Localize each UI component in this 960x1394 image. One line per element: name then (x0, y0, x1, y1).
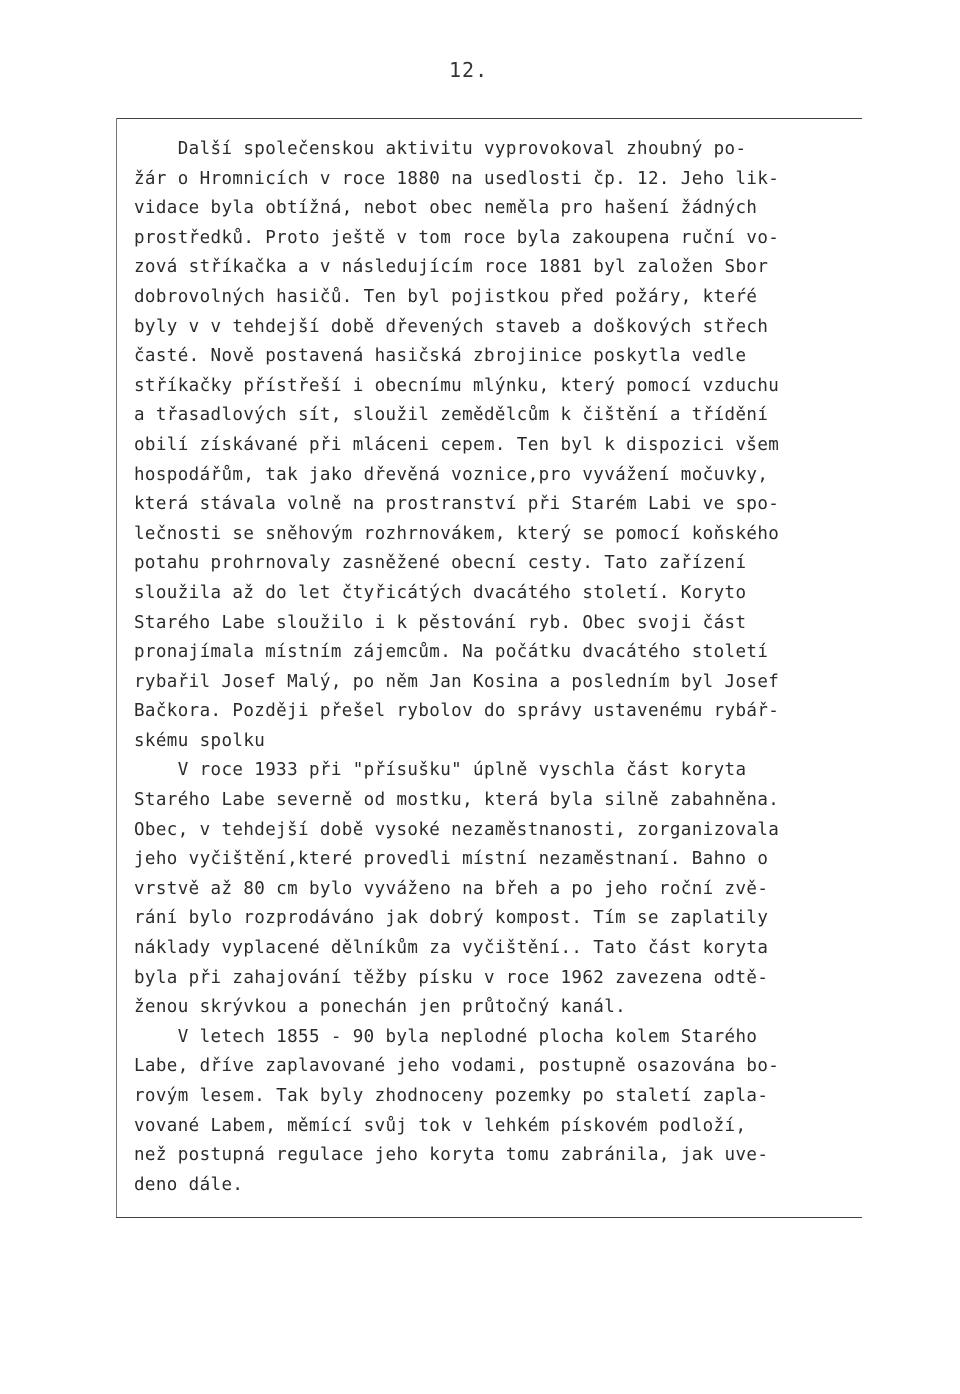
text-line: a třasadlových sít, sloužil zemědělcům k čištění a třídění (134, 405, 769, 426)
text-line: V letech 1855 - 90 byla neplodné plocha kolem Starého (134, 1026, 758, 1047)
text-line: Bačkora. Později přešel rybolov do správy ustavenému rybář- (134, 701, 780, 722)
text-line: rybařil Josef Malý, po něm Jan Kosina a posledním byl Josef (134, 671, 780, 692)
text-line: Další společenskou aktivitu vyprovokoval zhoubný po- (134, 139, 747, 159)
text-line: časté. Nově postavená hasičská zbrojinice poskytla vedle (134, 346, 747, 367)
text-line: rovým lesem. Tak byly zhodnoceny pozemky po staletí zapla- (134, 1086, 769, 1106)
frame-top-rule (116, 118, 862, 119)
text-line: vované Labem, měmící svůj tok v lehkém pískovém podloží, (134, 1115, 747, 1136)
text-line: vrstvě až 80 cm bylo vyváženo na břeh a po jeho roční zvě- (134, 878, 769, 899)
text-line: stříkačky přístřeší i obecnímu mlýnku, který pomocí vzduchu (134, 375, 780, 396)
text-line: Starého Labe severně od mostku, která byla silně zabahněna. (134, 790, 780, 811)
text-line: hospodářům, tak jako dřevěná voznice,pro vyvážení močuvky, (134, 464, 769, 485)
text-line: obilí získávané při mláceni cepem. Ten byl k dispozici všem (134, 434, 780, 455)
text-line: deno dále. (134, 1174, 244, 1195)
page-number: 12. (449, 58, 489, 82)
text-line: byla při zahajování těžby písku v roce 1962 zavezena odtě- (134, 967, 769, 988)
text-line: dobrovolných hasičů. Ten byl pojistkou před požáry, kteŕé (134, 286, 758, 307)
text-line: sloužila až do let čtyřicátých dvacátého století. Koryto (134, 582, 747, 603)
frame-bottom-rule (116, 1217, 862, 1218)
text-line: náklady vyplacené dělníkům za vyčištění.. Tato část koryta (134, 938, 769, 959)
frame-left-rule (116, 118, 117, 1218)
text-line: pronajímala místním zájemcům. Na počátku dvacátého století (134, 642, 769, 663)
text-line: zová stříkačka a v následujícím roce 1881 byl založen Sbor (134, 257, 769, 278)
text-line: vidace byla obtížná, nebot obec neměla pro hašení žádných (134, 198, 758, 219)
text-line: jeho vyčištění,které provedli místní nezaměstnaní. Bahno o (134, 849, 769, 870)
text-line: žár o Hromnicích v roce 1880 na usedlosti čp. 12. Jeho lik- (134, 168, 780, 189)
text-line: ženou skrývkou a ponechán jen průtočný kanál. (134, 997, 627, 1018)
text-line: V roce 1933 při "přísušku" úplně vyschla část koryta (134, 760, 747, 781)
text-line: Labe, dříve zaplavované jeho vodami, postupně osazována bo- (134, 1056, 780, 1077)
text-line: prostředků. Proto ještě v tom roce byla zakoupena ruční vo- (134, 227, 780, 248)
text-line: Obec, v tehdejší době vysoké nezaměstnanosti, zorganizovala (134, 819, 780, 840)
text-line: lečnosti se sněhovým rozhrnovákem, který se pomocí koňského (134, 523, 780, 544)
text-line: Starého Labe sloužilo i k pěstování ryb. Obec svoji část (134, 612, 747, 633)
text-line: potahu prohrnovaly zasněžené obecní cesty. Tato zařízení (134, 553, 747, 574)
body-text (134, 135, 854, 1200)
text-line: která stávala volně na prostranství při Starém Labi ve spo- (134, 494, 780, 515)
text-line: rání bylo rozprodáváno jak dobrý kompost. Tím se zaplatily (134, 908, 769, 929)
text-line: byly v v tehdejší době dřevených staveb a doškových střech (134, 316, 769, 337)
text-line: skému spolku (134, 730, 266, 751)
text-line: než postupná regulace jeho koryta tomu zabránila, jak uve- (134, 1145, 769, 1166)
